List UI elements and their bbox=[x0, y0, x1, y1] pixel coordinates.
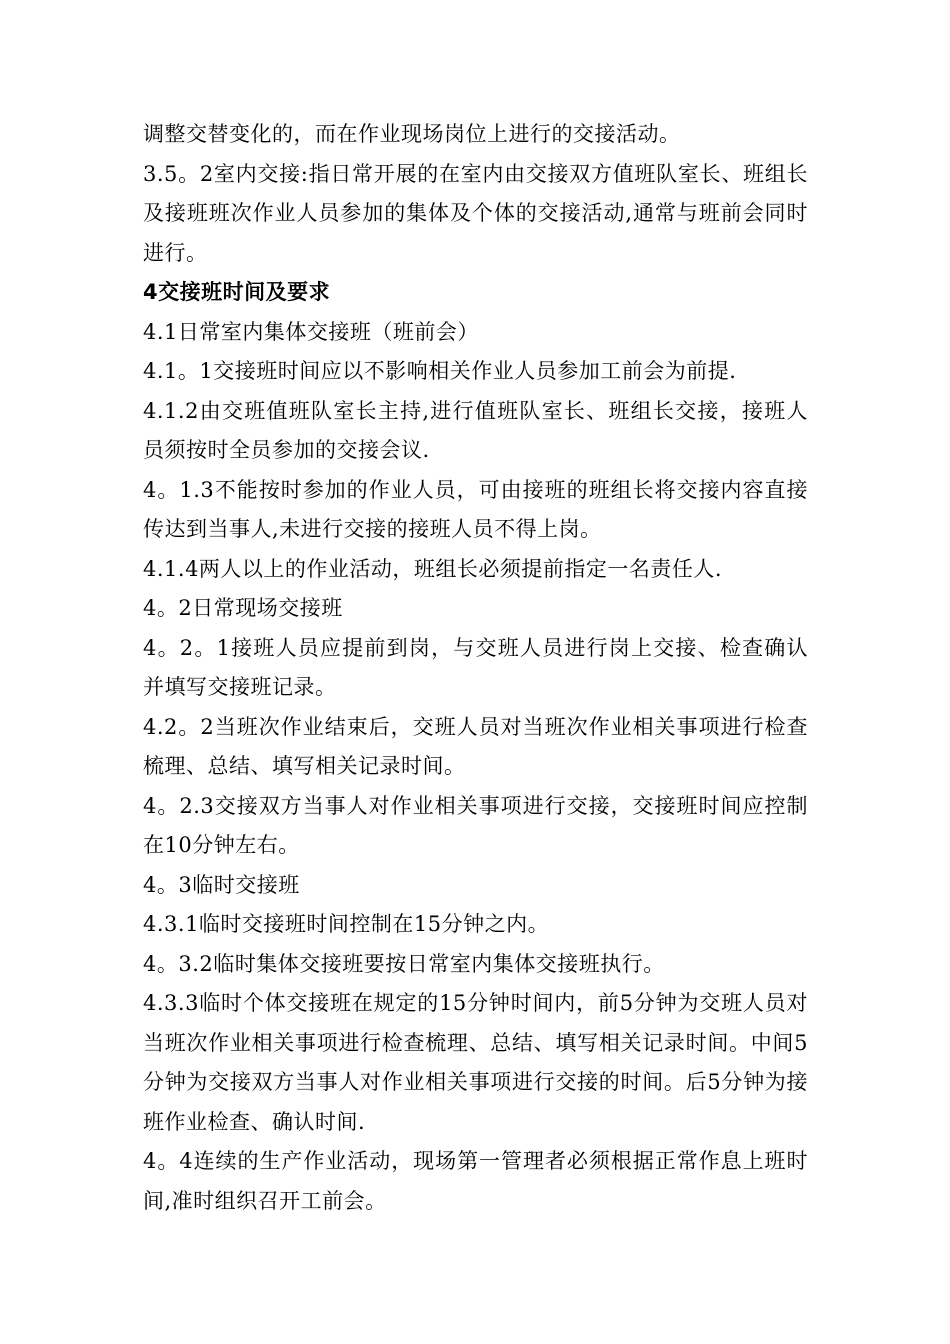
paragraph: 4。3临时交接班 bbox=[143, 872, 300, 897]
paragraph: 4。3.2临时集体交接班要按日常室内集体交接班执行。 bbox=[143, 951, 665, 976]
paragraph: 4.1.2由交班值班队室长主持,进行值班队室长、班组长交接，接班人员须按时全员参加的交接会议. bbox=[143, 398, 808, 462]
paragraph: 调整交替变化的，而在作业现场岗位上进行的交接活动。 bbox=[143, 122, 681, 146]
paragraph: 4.3.1临时交接班时间控制在15分钟之内。 bbox=[143, 912, 550, 936]
document-page bbox=[143, 115, 808, 1221]
paragraph: 4.1。1交接班时间应以不影响相关作业人员参加工前会为前提. bbox=[143, 359, 737, 383]
paragraph: 4.2。2当班次作业结束后，交班人员对当班次作业相关事项进行检查梳理、总结、填写相关记录时间。 bbox=[143, 714, 808, 778]
paragraph: 4。4连续的生产作业活动，现场第一管理者必须根据正常作息上班时间,准时组织召开工前会。 bbox=[143, 1149, 808, 1213]
paragraph: 4。2。1接班人员应提前到岗，与交班人员进行岗上交接、检查确认并填写交接班记录。 bbox=[143, 635, 808, 699]
paragraph: 4.1.4两人以上的作业活动，班组长必须提前指定一名责任人. bbox=[143, 556, 723, 581]
paragraph: 3.5。2室内交接:指日常开展的在室内由交接双方值班队室长、班组长及接班班次作业人员参加的集体及个体的交接活动,通常与班前会同时进行。 bbox=[143, 161, 808, 265]
paragraph: 4.3.3临时个体交接班在规定的15分钟时间内，前5分钟为交班人员对当班次作业相关事项进行检查梳理、总结、填写相关记录时间。中间5分钟为交接双方当事人对作业相关事项进行交接的时间。后5分钟为接班作业检查、确认时间. bbox=[143, 991, 808, 1134]
paragraph: 4。1.3不能按时参加的作业人员，可由接班的班组长将交接内容直接传达到当事人,未进行交接的接班人员不得上岗。 bbox=[143, 477, 808, 541]
paragraph: 4。2.3交接双方当事人对作业相关事项进行交接，交接班时间应控制在10分钟左右。 bbox=[143, 793, 808, 857]
paragraph: 4.1日常室内集体交接班（班前会） bbox=[143, 319, 479, 344]
section-heading: 4交接班时间及要求 bbox=[143, 280, 331, 304]
paragraph: 4。2日常现场交接班 bbox=[143, 596, 343, 620]
